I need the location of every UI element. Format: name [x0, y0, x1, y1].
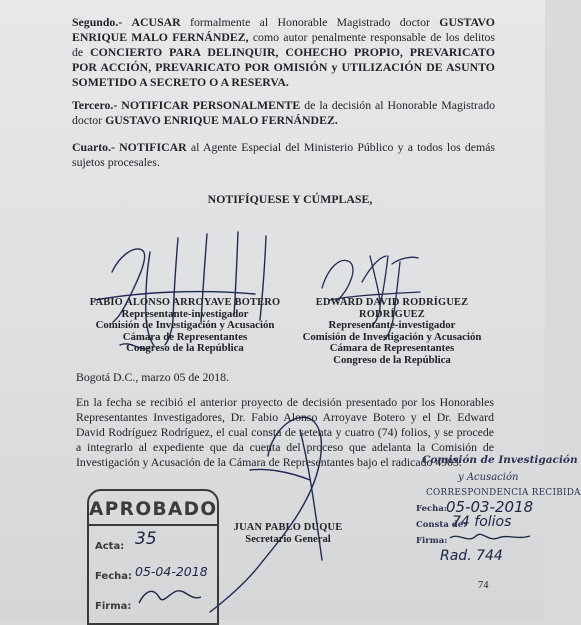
received-fecha-label: Fecha: — [416, 504, 447, 514]
signatory-right-congress: Congreso de la República — [333, 353, 451, 366]
approved-firma-label: Firma: — [95, 601, 132, 612]
tercero-heading: Tercero.- — [72, 98, 118, 112]
signatory-left-commission: Comisión de Investigación y Acusación — [95, 319, 275, 331]
signatory-left — [80, 297, 290, 355]
cuarto-heading: Cuarto.- — [72, 140, 115, 154]
received-firma-label: Firma: — [416, 536, 448, 546]
signatory-right-role: Representante-investigador — [328, 319, 456, 331]
segundo-text-b: como autor penalmente responsable de los delitos de — [72, 30, 496, 59]
signatory-left-role: Representante-investigador — [121, 307, 249, 320]
cuarto-verb: NOTIFICAR — [119, 140, 187, 154]
secretary-name: JUAN PABLO DUQUE — [233, 522, 343, 533]
signatory-left-congress: Congreso de la República — [126, 342, 244, 354]
segundo-heading: Segundo.- — [72, 15, 123, 29]
approved-acta-value: 35 — [135, 529, 157, 549]
segundo-crimes: CONCIERTO PARA DELINQUIR, COHECHO PROPIO, PREVARICATO POR ACCIÓN, PREVARICATO POR OMISIÓN y UTILIZACIÓN DE ASUNTO SOMETIDO A SECRETO O A RESERVA. — [72, 45, 495, 89]
signatory-right — [287, 297, 497, 366]
signatory-right-commission: Comisión de Investigación y Acusación — [302, 330, 482, 343]
receipt-paragraph: En la fecha se recibió el anterior proyecto de decisión presentado por los Honorables Representantes Investigadores, Dr. Fabio Alonso Arroyave Botero y el Dr. Edward David Rodríguez Rodríguez, el cual consta de setenta y cuatro (74) folios, y se procede a integrarlo al expediente que da cuenta del proceso que adelanta la Comisión de Investigación y Acusación de la Cámara de Representantes bajo el radicado 4903. — [76, 395, 494, 469]
page-number: 74 — [478, 580, 489, 591]
received-stamp-line1: Comisión de Investigación — [422, 454, 578, 466]
approved-fecha-label: Fecha: — [95, 571, 133, 582]
cuarto-text: al Agente Especial del Ministerio Público y a todos los demás sujetos procesales. — [72, 140, 496, 169]
tercero-verb: NOTIFICAR PERSONALMENTE — [121, 98, 301, 112]
signatory-left-chamber: Cámara de Representantes — [122, 330, 248, 343]
signatory-right-name: EDWARD DAVID RODRÍGUEZ RODRÍGUEZ — [315, 297, 469, 320]
approved-stamp-title: APROBADO — [89, 499, 218, 520]
signatory-left-name: FABIO ALONSO ARROYAVE BOTERO — [89, 297, 281, 308]
received-consta-label: Consta de: — [416, 520, 467, 530]
approved-acta-label: Acta: — [95, 541, 125, 552]
received-fecha-value: 05-03-2018 — [446, 498, 534, 516]
approved-stamp — [87, 489, 219, 625]
tercero-name: GUSTAVO ENRIQUE MALO FERNÁNDEZ. — [105, 113, 338, 127]
approved-firma-scribble — [89, 491, 217, 623]
received-stamp-line2: y Acusación — [458, 472, 519, 483]
received-stamp-line3: CORRESPONDENCIA RECIBIDA — [426, 488, 581, 498]
place-date: Bogotá D.C., marzo 05 de 2018. — [76, 370, 230, 384]
received-rad-value: Rad. 744 — [440, 548, 503, 564]
closing-formula: NOTIFÍQUESE Y CÚMPLASE, — [207, 192, 373, 206]
received-stamp — [416, 452, 581, 572]
segundo-verb: ACUSAR — [131, 15, 181, 29]
segundo-text-a: formalmente al Honorable Magistrado doctor — [190, 15, 430, 29]
signatory-right-chamber: Cámara de Representantes — [329, 342, 455, 354]
secretary-role: Secretario General — [245, 534, 331, 545]
approved-fecha-value: 05-04-2018 — [135, 564, 208, 579]
tercero-text: de la decisión al Honorable Magistrado doctor — [72, 98, 496, 127]
received-consta-value: 74 folios — [452, 514, 512, 530]
segundo-name: GUSTAVO ENRIQUE MALO FERNÁNDEZ, — [72, 15, 495, 44]
secretary-block — [218, 522, 358, 546]
